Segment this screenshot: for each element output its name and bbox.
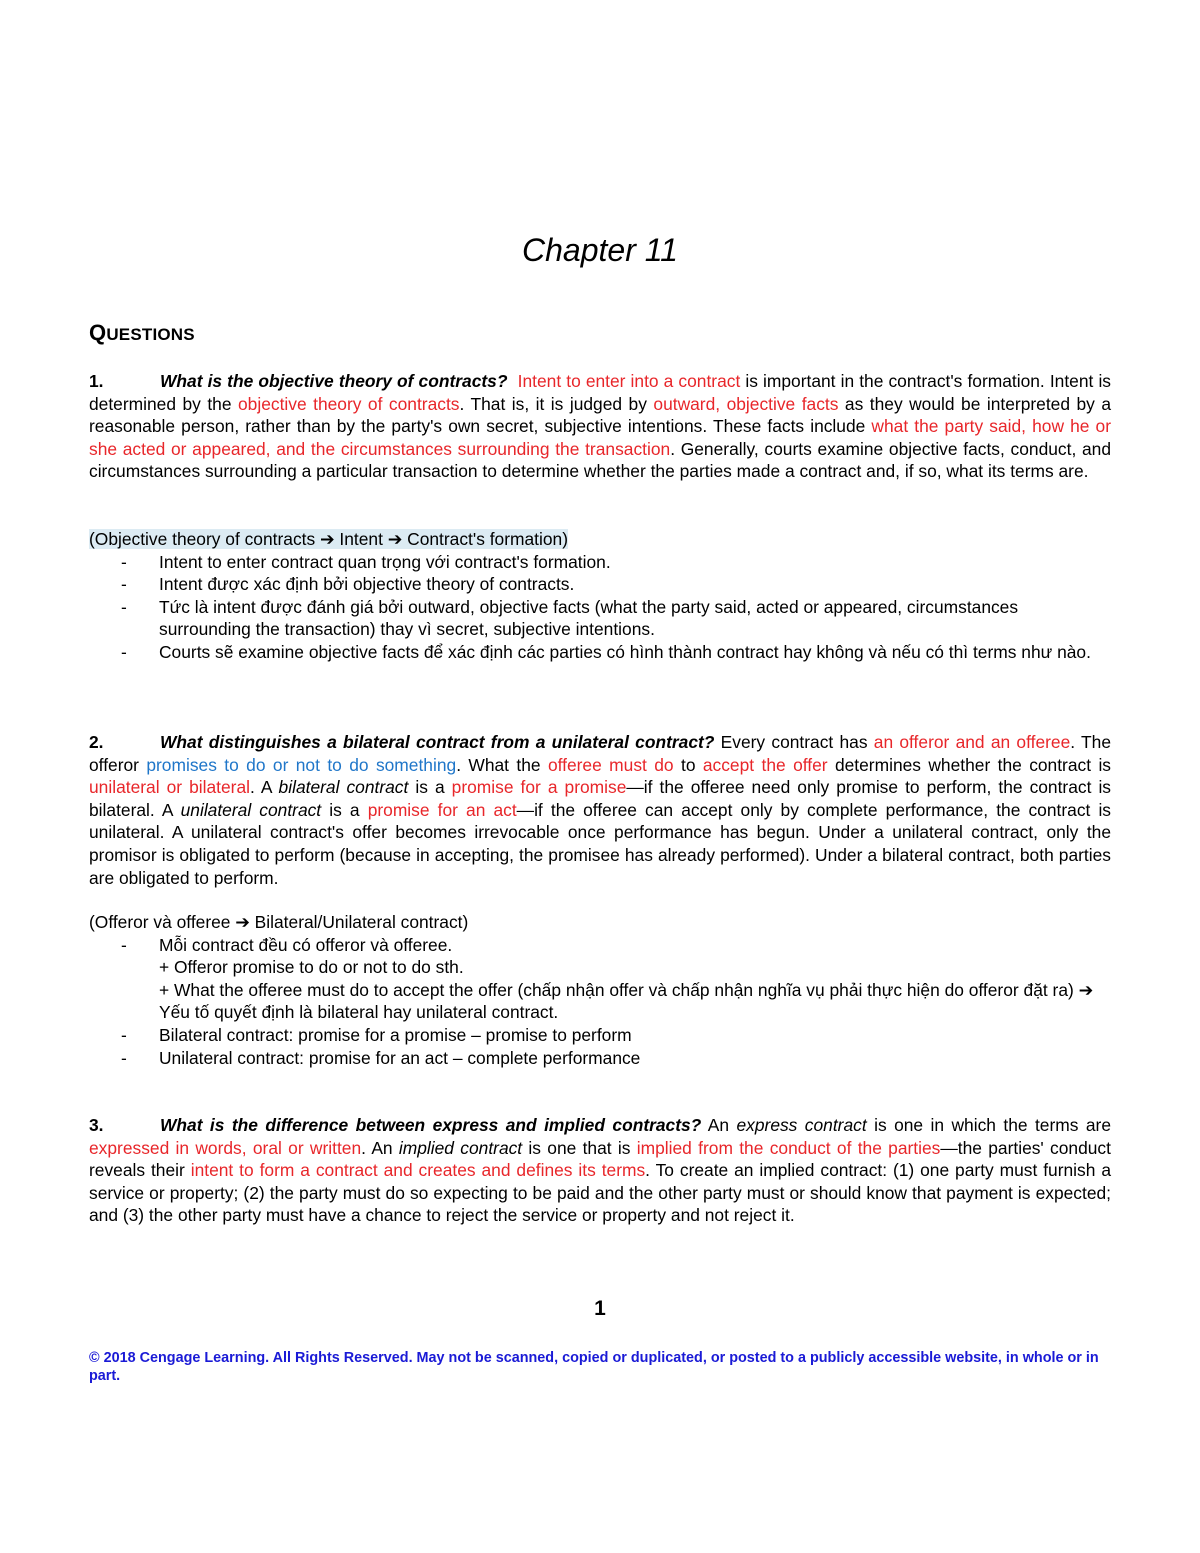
question-number: 2. xyxy=(89,732,104,752)
text-run: . That is, it is judged by xyxy=(459,393,654,414)
list-item: - Bilateral contract: promise for a promise – promise to perform xyxy=(89,1024,1111,1047)
text-run: to xyxy=(673,754,703,775)
text-run: is a xyxy=(408,777,452,798)
text-run: —if the offeree need only promise to perform, the contract is bilateral. A xyxy=(89,777,1112,820)
text-run: . What the xyxy=(456,754,548,775)
note-2 xyxy=(89,911,1111,1069)
text-run: . To create an implied contract: (1) one party must furnish a service or property; (2) the party must do so expecting to be paid and the other party must or should know that payment is expected; and (3) the other party must have a chance to reject the service or property and not reject it. xyxy=(89,1160,1111,1226)
question-number: 3. xyxy=(89,1115,104,1135)
text-run: —if the offeree can accept only by complete performance, the contract is unilateral. A unilateral contract's offer becomes irrevocable once performance has begun. Under a unilateral contract, only the promisor is obligated to perform (because in accepting, the promisee has already performed). Under a bilateral contract, both parties are obligated to perform. xyxy=(89,799,1112,888)
text-run: is one in which the terms are xyxy=(866,1115,1111,1135)
italic-term: implied contract xyxy=(398,1137,523,1158)
highlight-red: accept the offer xyxy=(702,754,828,775)
highlight-red: expressed in words, oral or written xyxy=(89,1137,362,1158)
italic-term: express contract xyxy=(736,1115,867,1135)
list-subitem: + What the offeree must do to accept the offer (chấp nhận offer và chấp nhận nghĩa vụ phải thực hiện do offeror đặt ra) ➔ Yếu tố quyết định là bilateral hay unilateral contract. xyxy=(159,979,1094,1023)
highlight-red: promise for a promise xyxy=(451,777,627,798)
highlight-red: outward, objective facts xyxy=(653,393,839,414)
text-run: . A xyxy=(249,777,279,798)
question-title: What distinguishes a bilateral contract from a unilateral contract? xyxy=(160,732,715,752)
text-run: is one that is xyxy=(522,1137,637,1158)
text-run: . The offeror xyxy=(89,732,1111,775)
text-run: . An xyxy=(361,1137,399,1158)
highlight-red: unilateral or bilateral xyxy=(89,777,250,798)
chapter-title: Chapter 11 xyxy=(522,232,678,268)
italic-term: unilateral contract xyxy=(180,799,322,820)
question-number: 1. xyxy=(89,371,104,391)
section-heading xyxy=(89,320,195,346)
text-run: An xyxy=(701,1115,737,1135)
text-run: determines whether the contract is xyxy=(827,754,1111,775)
question-1-paragraph xyxy=(89,370,1111,483)
copyright-notice: © 2018 Cengage Learning. All Rights Reserved. May not be scanned, copied or duplicated, or posted to a publicly accessible website, in whole or in part. xyxy=(89,1350,1099,1384)
list-item: - Tức là intent được đánh giá bởi outward, objective facts (what the party said, acted or appeared, circumstances surrounding the transaction) thay vì secret, subjective intentions. xyxy=(89,596,1111,641)
list-subitem: + Offeror promise to do or not to do sth. xyxy=(159,957,464,978)
question-title: What is the difference between express and implied contracts? xyxy=(160,1115,702,1135)
page-number: 1 xyxy=(594,1297,606,1320)
text-run: —the parties' conduct reveals their xyxy=(89,1137,1111,1181)
highlight-red: objective theory of contracts xyxy=(238,393,460,414)
question-title: What is the objective theory of contracts? xyxy=(160,371,508,391)
highlight-red: intent to form a contract and creates and defines its terms xyxy=(190,1160,646,1181)
text-run: . Generally, courts examine objective facts, conduct, and circumstances surrounding a particular transaction to determine whether the parties made a contract and, if so, what its terms are. xyxy=(89,438,1111,482)
highlight-red: Intent to enter into a contract xyxy=(517,371,741,391)
text-run: Every contract has xyxy=(714,732,874,752)
highlight-red: promise for an act xyxy=(367,799,517,820)
section-heading-rest: UESTIONS xyxy=(106,325,195,344)
list-item: - Intent được xác định bởi objective theory of contracts. xyxy=(89,573,1111,596)
highlight-red: implied from the conduct of the parties xyxy=(636,1137,941,1158)
note-list xyxy=(89,551,1111,664)
list-item: - Mỗi contract đều có offeror và offeree. xyxy=(89,934,1111,957)
note-list xyxy=(89,934,1111,1070)
highlight-red: an offeror and an offeree xyxy=(873,732,1071,752)
text-run: is a xyxy=(321,799,368,820)
highlight-blue: promises to do or not to do something xyxy=(146,754,457,775)
question-2-paragraph xyxy=(89,731,1111,889)
italic-term: bilateral contract xyxy=(278,777,409,798)
text-run: as they would be interpreted by a reasonable person, rather than by the party's own secret, subjective intentions. These facts include xyxy=(89,393,1112,437)
section-heading-cap: Q xyxy=(89,320,107,345)
note-1 xyxy=(89,528,1111,664)
highlight-red: what the party said, how he or she acted or appeared, and the circumstances surrounding the transaction xyxy=(89,416,1111,459)
text-run: is important in the contract's formation. Intent is determined by the xyxy=(89,371,1112,414)
note-heading: (Objective theory of contracts ➔ Intent ➔ Contract's formation) xyxy=(89,529,569,549)
list-item: - Courts sẽ examine objective facts để xác định các parties có hình thành contract hay không và nếu có thì terms như nào. xyxy=(89,641,1111,664)
list-item: - Intent to enter contract quan trọng với contract's formation. xyxy=(89,551,1111,574)
list-item: - Unilateral contract: promise for an act – complete performance xyxy=(89,1047,1111,1070)
question-3-paragraph xyxy=(89,1114,1111,1227)
highlight-red: offeree must do xyxy=(547,754,674,775)
note-heading: (Offeror và offeree ➔ Bilateral/Unilateral contract) xyxy=(89,912,469,932)
